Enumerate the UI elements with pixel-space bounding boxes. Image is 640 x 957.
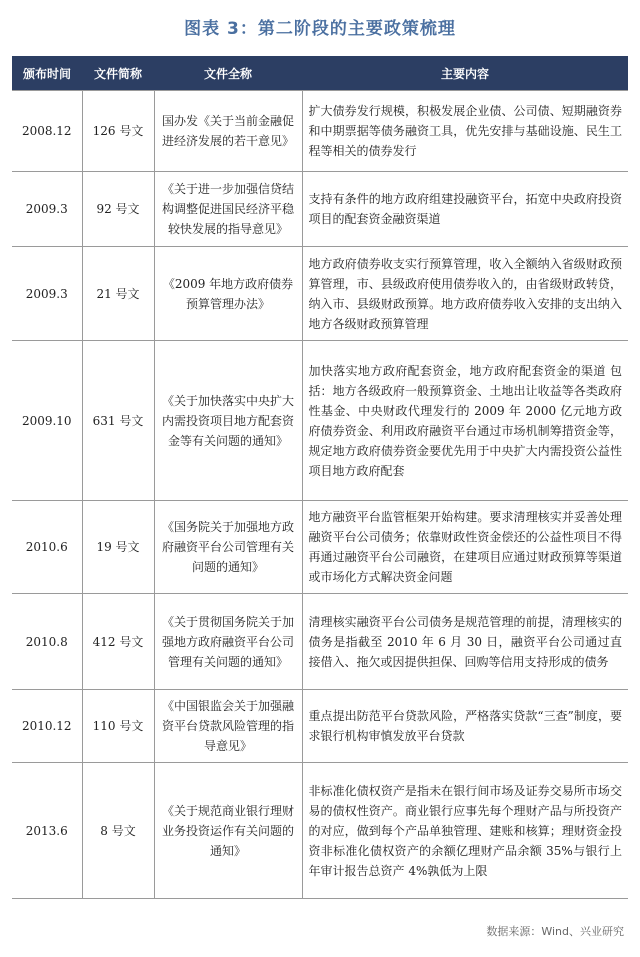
cell-short-name: 19 号文 bbox=[82, 501, 154, 594]
cell-full-name: 《关于贯彻国务院关于加强地方政府融资平台公司管理有关问题的通知》 bbox=[154, 594, 302, 690]
table-row bbox=[12, 172, 628, 247]
table-row bbox=[12, 247, 628, 341]
cell-date: 2009.3 bbox=[12, 247, 82, 341]
cell-date: 2009.10 bbox=[12, 341, 82, 501]
cell-short-name: 92 号文 bbox=[82, 172, 154, 247]
cell-short-name: 8 号文 bbox=[82, 763, 154, 899]
cell-date: 2013.6 bbox=[12, 763, 82, 899]
cell-full-name: 《国务院关于加强地方政府融资平台公司管理有关问题的通知》 bbox=[154, 501, 302, 594]
header-full-name: 文件全称 bbox=[154, 56, 302, 91]
cell-content: 扩大债券发行规模，积极发展企业债、公司债、短期融资券和中期票据等债务融资工具，优先安排与基础设施、民生工程等相关的债券发行 bbox=[302, 91, 628, 172]
cell-short-name: 21 号文 bbox=[82, 247, 154, 341]
cell-full-name: 《关于规范商业银行理财业务投资运作有关问题的通知》 bbox=[154, 763, 302, 899]
cell-full-name: 《关于进一步加强信贷结构调整促进国民经济平稳较快发展的指导意见》 bbox=[154, 172, 302, 247]
cell-content: 加快落实地方政府配套资金，地方政府配套资金的渠道 包括：地方各级政府一般预算资金、土地出让收益等各类政府性基金、中央财政代理发行的 2009 年 2000 亿元地方政府债券资金、利用政府融资平台通过市场机制筹措资金等，规定地方政府债券资金要优先用于中央扩大内需投资公益性项目地方政府配套 bbox=[302, 341, 628, 501]
table-row bbox=[12, 501, 628, 594]
cell-content: 支持有条件的地方政府组建投融资平台，拓宽中央政府投资项目的配套资金融资渠道 bbox=[302, 172, 628, 247]
page-title: 图表 3：第二阶段的主要政策梳理 bbox=[184, 19, 456, 39]
cell-full-name: 国办发《关于当前金融促进经济发展的若干意见》 bbox=[154, 91, 302, 172]
cell-date: 2010.8 bbox=[12, 594, 82, 690]
cell-short-name: 631 号文 bbox=[82, 341, 154, 501]
header-short-name: 文件简称 bbox=[82, 56, 154, 91]
cell-content: 地方政府债券收支实行预算管理，收入全额纳入省级财政预算管理，市、县级政府使用债券收入的，由省级财政转贷，纳入市、县级财政预算。地方政府债券收入安排的支出纳入地方各级财政预算管理 bbox=[302, 247, 628, 341]
cell-content: 非标准化债权资产是指未在银行间市场及证券交易所市场交易的债权性资产。商业银行应事先每个理财产品与所投资产的对应，做到每个产品单独管理、建账和核算；理财资金投资非标准化债权资产的余额亿理财产品余额 35%与银行上年审计报告总资产 4%孰低为上限 bbox=[302, 763, 628, 899]
cell-short-name: 110 号文 bbox=[82, 690, 154, 763]
cell-date: 2009.3 bbox=[12, 172, 82, 247]
source-note: 数据来源：Wind、兴业研究 bbox=[486, 925, 624, 938]
table-row bbox=[12, 91, 628, 172]
table-row bbox=[12, 763, 628, 899]
cell-full-name: 《关于加快落实中央扩大内需投资项目地方配套资金等有关问题的通知》 bbox=[154, 341, 302, 501]
cell-full-name: 《2009 年地方政府债券预算管理办法》 bbox=[154, 247, 302, 341]
cell-short-name: 126 号文 bbox=[82, 91, 154, 172]
cell-content: 重点提出防范平台贷款风险，严格落实贷款“三查”制度，要求银行机构审慎发放平台贷款 bbox=[302, 690, 628, 763]
header-content: 主要内容 bbox=[302, 56, 628, 91]
table-row bbox=[12, 690, 628, 763]
cell-date: 2010.6 bbox=[12, 501, 82, 594]
policy-table bbox=[12, 56, 628, 899]
table-header-row bbox=[12, 56, 628, 91]
cell-content: 地方融资平台监管框架开始构建。要求清理核实并妥善处理融资平台公司债务；依靠财政性资金偿还的公益性项目不得再通过融资平台公司融资，在建项目应通过财政预算等渠道或市场化方式解决资金问题 bbox=[302, 501, 628, 594]
table-row bbox=[12, 341, 628, 501]
cell-date: 2008.12 bbox=[12, 91, 82, 172]
cell-full-name: 《中国银监会关于加强融资平台贷款风险管理的指导意见》 bbox=[154, 690, 302, 763]
cell-date: 2010.12 bbox=[12, 690, 82, 763]
cell-content: 清理核实融资平台公司债务是规范管理的前提，清理核实的债务是指截至 2010 年 6 月 30 日，融资平台公司通过直接借入、拖欠或因提供担保、回购等信用支持形成的债务 bbox=[302, 594, 628, 690]
header-date: 颁布时间 bbox=[12, 56, 82, 91]
table-row bbox=[12, 594, 628, 690]
cell-short-name: 412 号文 bbox=[82, 594, 154, 690]
